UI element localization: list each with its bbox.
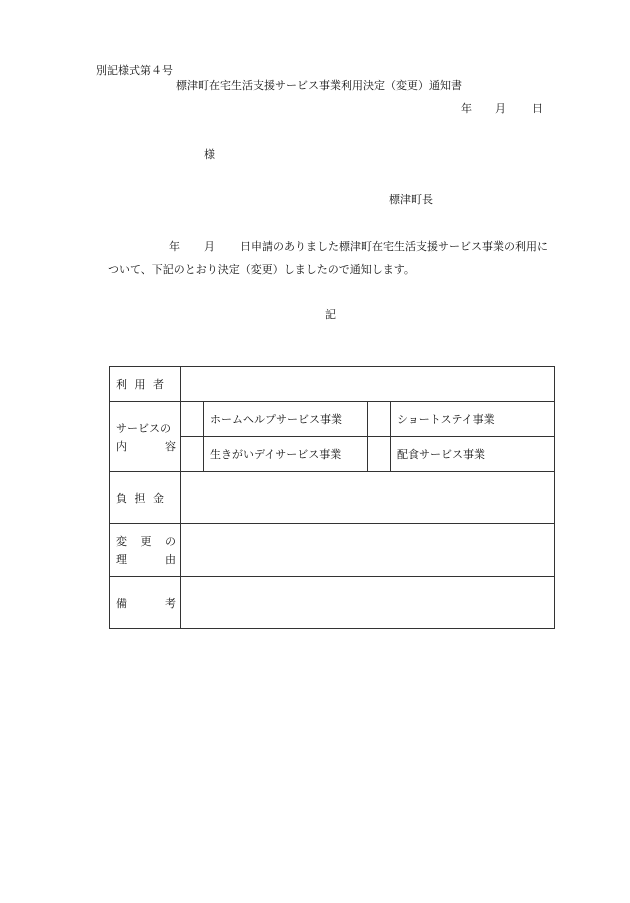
change-reason-char: 理 xyxy=(116,553,127,566)
body-text-line2: ついて、下記のとおり決定（変更）しましたので通知します。 xyxy=(108,263,415,276)
fee-label-char: 担 xyxy=(134,491,146,505)
service-name-home-help: ホームヘルプサービス事業 xyxy=(204,402,368,437)
user-label-char: 者 xyxy=(153,378,164,391)
service-row-1 xyxy=(110,402,555,437)
fee-label-char: 金 xyxy=(153,491,164,505)
ki-heading: 記 xyxy=(325,308,336,321)
change-reason-char: 更 xyxy=(140,535,152,548)
change-reason-label-cell xyxy=(110,524,181,577)
change-reason-row xyxy=(110,524,555,577)
service-label-char: 容 xyxy=(165,439,176,453)
service-name-short-stay: ショートステイ事業 xyxy=(391,402,555,437)
issuer-name: 標津町長 xyxy=(389,193,433,206)
service-checkbox-short-stay[interactable] xyxy=(368,402,391,437)
change-reason-char: 由 xyxy=(165,553,176,566)
document-title: 標津町在宅生活支援サービス事業利用決定（変更）通知書 xyxy=(176,79,462,92)
remarks-label-char: 考 xyxy=(165,596,176,610)
user-row xyxy=(110,367,555,402)
fee-row xyxy=(110,472,555,524)
user-label-char: 用 xyxy=(134,378,146,391)
change-reason-char: 変 xyxy=(116,535,127,548)
form-number-label: 別記様式第４号 xyxy=(96,64,173,77)
fee-label-char: 負 xyxy=(116,491,127,505)
fee-label-cell xyxy=(110,472,181,524)
remarks-label-cell xyxy=(110,577,181,629)
remarks-label-char: 備 xyxy=(116,596,127,610)
body-year-label: 年 xyxy=(169,240,180,253)
service-label-line2 xyxy=(116,438,176,454)
change-reason-value-cell[interactable] xyxy=(181,524,555,577)
service-label-line1: サービスの xyxy=(116,421,171,435)
addressee-suffix: 様 xyxy=(204,148,215,161)
service-label-char: 内 xyxy=(116,439,127,453)
user-label-cell xyxy=(110,367,181,402)
date-month-label: 月 xyxy=(495,102,506,115)
remarks-row xyxy=(110,577,555,629)
date-day-label: 日 xyxy=(532,102,543,115)
service-label-cell xyxy=(110,402,181,472)
service-name-day-service: 生きがいデイサービス事業 xyxy=(204,437,368,472)
fee-value-cell[interactable] xyxy=(181,472,555,524)
change-reason-label-line1 xyxy=(116,533,176,549)
change-reason-char: の xyxy=(165,535,176,548)
service-checkbox-day-service[interactable] xyxy=(181,437,204,472)
service-name-meal-delivery: 配食サービス事業 xyxy=(391,437,555,472)
user-value-cell[interactable] xyxy=(181,367,555,402)
service-checkbox-home-help[interactable] xyxy=(181,402,204,437)
body-month-label: 月 xyxy=(204,240,215,253)
user-label-char: 利 xyxy=(116,378,127,391)
date-year-label: 年 xyxy=(461,102,472,115)
details-table xyxy=(109,366,555,629)
remarks-value-cell[interactable] xyxy=(181,577,555,629)
change-reason-label-line2 xyxy=(116,551,176,567)
body-text-line1: 日申請のありました標津町在宅生活支援サービス事業の利用に xyxy=(240,240,548,253)
service-checkbox-meal-delivery[interactable] xyxy=(368,437,391,472)
